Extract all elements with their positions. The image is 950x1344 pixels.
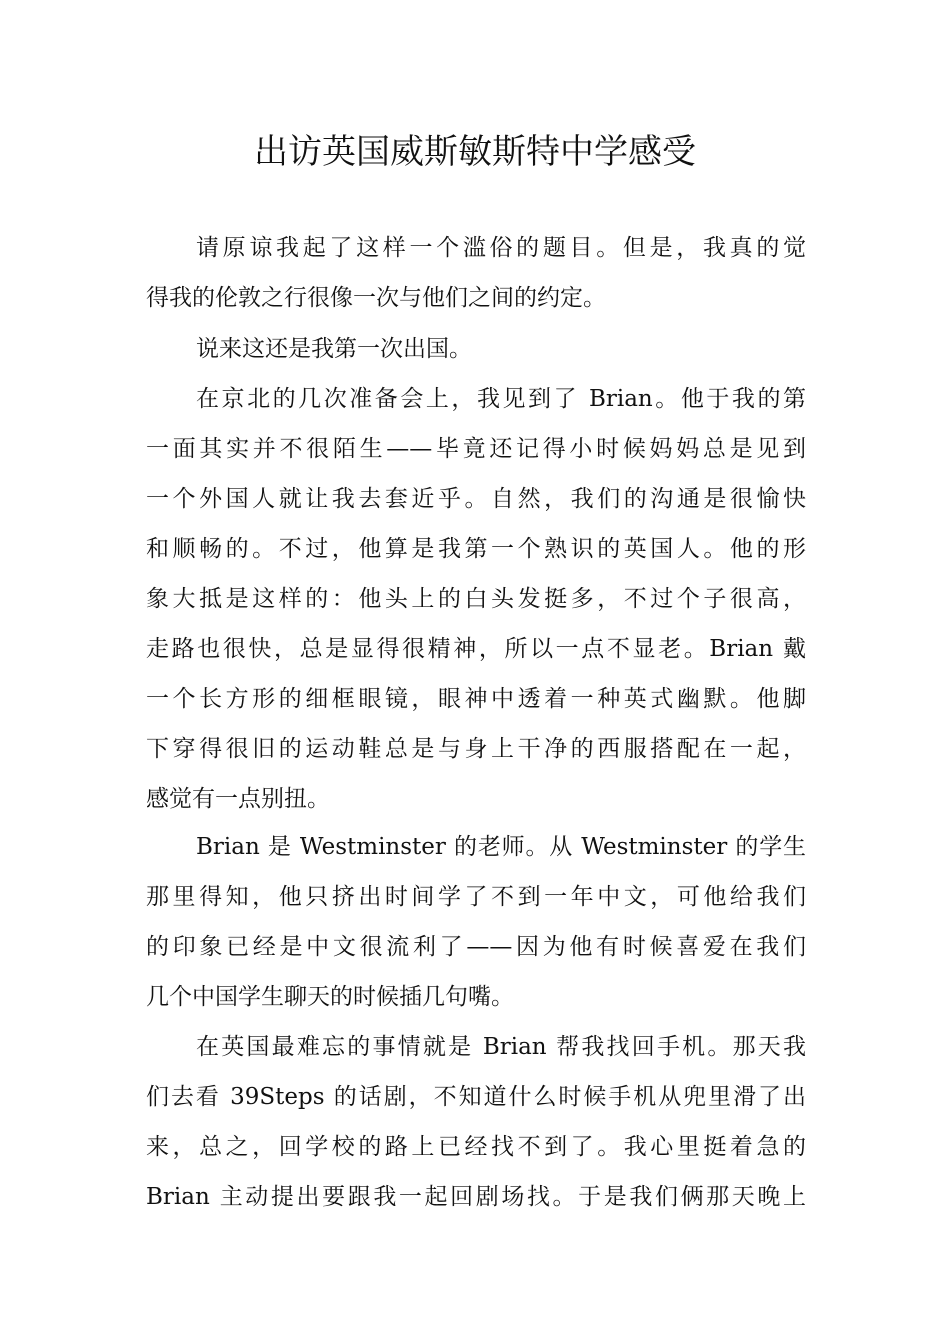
paragraph-line: 们去看 39Steps 的话剧，不知道什么时候手机从兜里滑了出 [146,1084,806,1110]
paragraph-line: 和顺畅的。不过，他算是我第一个熟识的英国人。他的形 [146,536,806,562]
paragraph-line: 在英国最难忘的事情就是 Brian 帮我找回手机。那天我 [196,1034,806,1060]
paragraph-line: 感觉有一点别扭。 [146,786,330,812]
paragraph-line: 的印象已经是中文很流利了——因为他有时候喜爱在我们 [146,934,806,960]
paragraph-line: 几个中国学生聊天的时候插几句嘴。 [146,984,514,1010]
document-title: 出访英国威斯敏斯特中学感受 [254,132,696,172]
paragraph-line: 说来这还是我第一次出国。 [196,336,472,362]
paragraph-line: 象大抵是这样的：他头上的白头发挺多，不过个子很高， [146,586,806,612]
paragraph-line: 得我的伦敦之行很像一次与他们之间的约定。 [146,285,606,311]
paragraph-line: 一个外国人就让我去套近乎。自然，我们的沟通是很愉快 [146,486,806,512]
paragraph-line: 来，总之，回学校的路上已经找不到了。我心里挺着急的 [146,1134,806,1160]
paragraph-line: Brian 是 Westminster 的老师。从 Westminster 的学生 [196,834,806,860]
paragraph-line: 那里得知，他只挤出时间学了不到一年中文，可他给我们 [146,884,806,910]
paragraph-line: Brian 主动提出要跟我一起回剧场找。于是我们俩那天晚上 [146,1184,806,1210]
paragraph-line: 一面其实并不很陌生——毕竟还记得小时候妈妈总是见到 [146,436,806,462]
paragraph-line: 下穿得很旧的运动鞋总是与身上干净的西服搭配在一起， [146,736,806,762]
paragraph-line: 请原谅我起了这样一个滥俗的题目。但是，我真的觉 [196,235,806,261]
paragraph-line: 一个长方形的细框眼镜，眼神中透着一种英式幽默。他脚 [146,686,806,712]
paragraph-line: 在京北的几次准备会上，我见到了 Brian。他于我的第 [196,386,806,412]
paragraph-line: 走路也很快，总是显得很精神，所以一点不显老。Brian 戴 [146,636,806,662]
